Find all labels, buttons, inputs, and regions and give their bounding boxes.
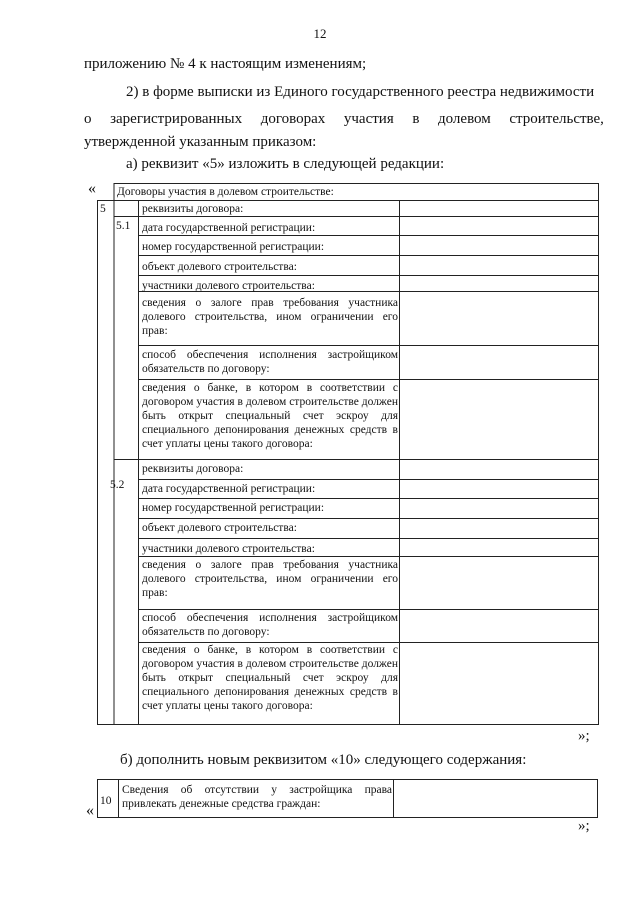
item2-line3: утвержденной указанным приказом: [84,134,317,150]
close-quote-b: »; [578,818,590,834]
table-row: номер государственной регистрации: [142,502,325,514]
word: в [412,111,420,127]
group-5-1-number: 5.1 [116,220,131,232]
table-row: сведения о залоге прав требования участника долевого строительства, ином ограничении его прав: [142,559,398,599]
word: долевом [438,111,491,127]
close-quote-a: »; [578,728,590,744]
rekvizit-10-text: Сведения об отсутствии у застройщика права привлекать денежные средства граждан: [122,784,392,810]
sub-b-heading: б) дополнить новым реквизитом «10» следующего содержания: [120,752,527,768]
table-rekvizit-10 [97,779,599,819]
table-row: объект долевого строительства: [142,261,297,273]
table-a-header: Договоры участия в долевом строительстве: [117,186,334,198]
table-row: сведения о банке, в котором в соответствии с договором участия в долевом строительстве должен быть открыт специальный счет эскроу для специального депонирования денежных средств в счет уплаты цены такого договора: [142,382,398,450]
rekvizit-10-number: 10 [100,795,112,807]
page-number: 12 [313,26,327,41]
open-quote-a: « [88,180,96,197]
intro-line: приложению № 4 к настоящим изменениям; [84,56,367,72]
word: зарегистрированных [110,111,243,127]
open-quote-b: « [86,802,94,819]
table-row: сведения о банке, в котором в соответствии с договором участия в долевом строительстве должен быть открыт специальный счет эскроу для специального депонирования денежных средств в счет уплаты цены такого договора: [142,644,398,712]
table-row: объект долевого строительства: [142,522,297,534]
table-row: участники долевого строительства: [142,543,315,555]
rekvizit-5-number: 5 [100,203,106,215]
table-row: дата государственной регистрации: [142,222,316,234]
group-5-2-number: 5.2 [110,479,125,491]
table-row: реквизиты договора: [142,463,244,475]
table-row: участники долевого строительства: [142,280,315,292]
table-row: способ обеспечения исполнения застройщиком обязательств по договору: [142,612,398,638]
table-row: номер государственной регистрации: [142,241,325,253]
item2-line2 [84,111,604,128]
word: участия [343,111,394,127]
item2-line1: 2) в форме выписки из Единого государственного реестра недвижимости [126,84,595,100]
table-row: способ обеспечения исполнения застройщиком обязательств по договору: [142,349,398,375]
table-row: сведения о залоге прав требования участника долевого строительства, ином ограничении его прав: [142,297,398,337]
word: договорах [260,111,326,127]
table-row: дата государственной регистрации: [142,483,316,495]
word: о [84,111,92,127]
sub-a-heading: а) реквизит «5» изложить в следующей редакции: [126,156,445,172]
table-row: реквизиты договора: [142,203,244,215]
word: строительстве, [509,111,604,127]
